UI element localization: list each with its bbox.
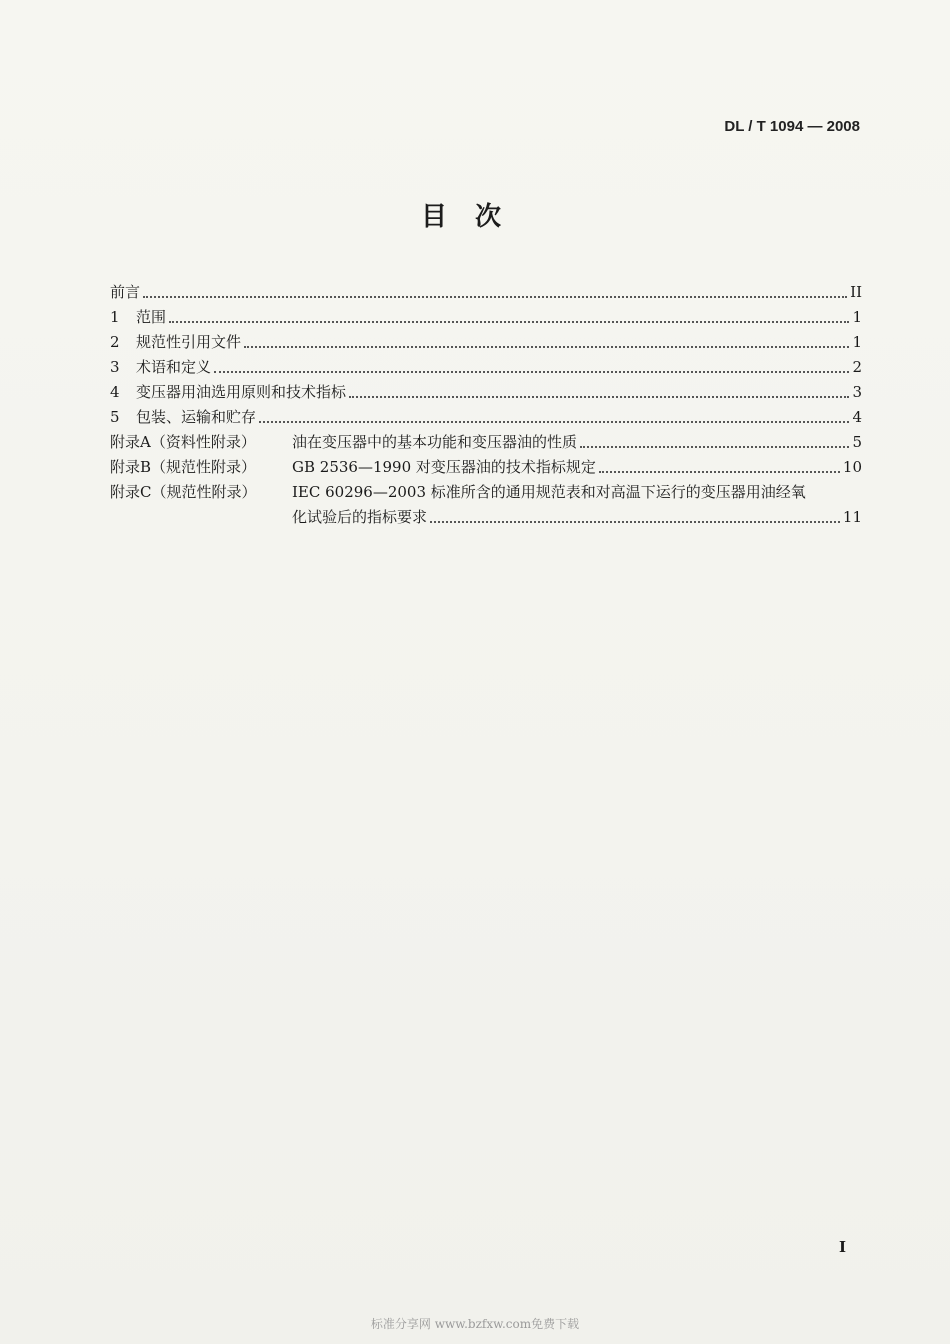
toc-entry-appendix-b[interactable]	[110, 455, 862, 480]
toc-label: 油在变压器中的基本功能和变压器油的性质	[292, 433, 578, 451]
toc-entry-packaging[interactable]	[110, 405, 862, 430]
leader-dots	[143, 296, 847, 298]
table-of-contents	[110, 280, 862, 530]
toc-entry-selection-principles[interactable]	[110, 380, 862, 405]
toc-entry-scope[interactable]	[110, 305, 862, 330]
toc-page: 1	[852, 333, 862, 351]
appendix-id: 附录B（规范性附录）	[110, 458, 257, 476]
toc-page: 3	[852, 383, 862, 401]
leader-dots	[599, 471, 840, 473]
leader-dots	[169, 321, 849, 323]
toc-entry-terms[interactable]	[110, 355, 862, 380]
leader-dots	[244, 346, 849, 348]
toc-label: 变压器用油选用原则和技术指标	[136, 383, 347, 401]
toc-label: IEC 60296—2003 标准所含的通用规范表和对高温下运行的变压器用油经氧	[292, 483, 806, 501]
appendix-id: 附录A（资料性附录）	[110, 433, 256, 451]
document-code: DL / T 1094 — 2008	[724, 118, 860, 135]
toc-label-continuation: 化试验后的指标要求	[292, 508, 428, 526]
toc-label: 规范性引用文件	[136, 333, 242, 351]
toc-page: 1	[852, 308, 862, 326]
leader-dots	[430, 521, 840, 523]
leader-dots	[214, 371, 849, 373]
toc-label: 范围	[136, 308, 167, 326]
toc-page: 4	[852, 408, 862, 426]
appendix-id: 附录C（规范性附录）	[110, 483, 257, 501]
toc-number: 1	[110, 308, 120, 326]
toc-page: II	[850, 283, 862, 301]
toc-page: 11	[842, 508, 862, 526]
toc-label: GB 2536—1990 对变压器油的技术指标规定	[292, 458, 596, 476]
toc-number: 5	[110, 408, 120, 426]
toc-page: 10	[842, 458, 862, 476]
toc-label: 包装、运输和贮存	[136, 408, 257, 426]
toc-label: 术语和定义	[136, 358, 212, 376]
toc-entry-normative-references[interactable]	[110, 330, 862, 355]
page-title: 目次	[420, 202, 529, 232]
toc-page: 2	[852, 358, 862, 376]
page-number: I	[838, 1238, 846, 1256]
toc-page: 5	[852, 433, 862, 451]
toc-entry-appendix-c[interactable]	[110, 480, 862, 530]
toc-number: 4	[110, 383, 120, 401]
leader-dots	[349, 396, 849, 398]
toc-number: 3	[110, 358, 120, 376]
bleed-through-texture	[110, 560, 870, 585]
toc-label: 前言	[110, 283, 141, 301]
toc-number: 2	[110, 333, 120, 351]
leader-dots	[580, 446, 849, 448]
leader-dots	[259, 421, 849, 423]
toc-entry-foreword[interactable]	[110, 280, 862, 305]
footer-watermark: 标准分享网 www.bzfxw.com免费下载	[370, 1317, 580, 1331]
toc-entry-appendix-a[interactable]	[110, 430, 862, 455]
